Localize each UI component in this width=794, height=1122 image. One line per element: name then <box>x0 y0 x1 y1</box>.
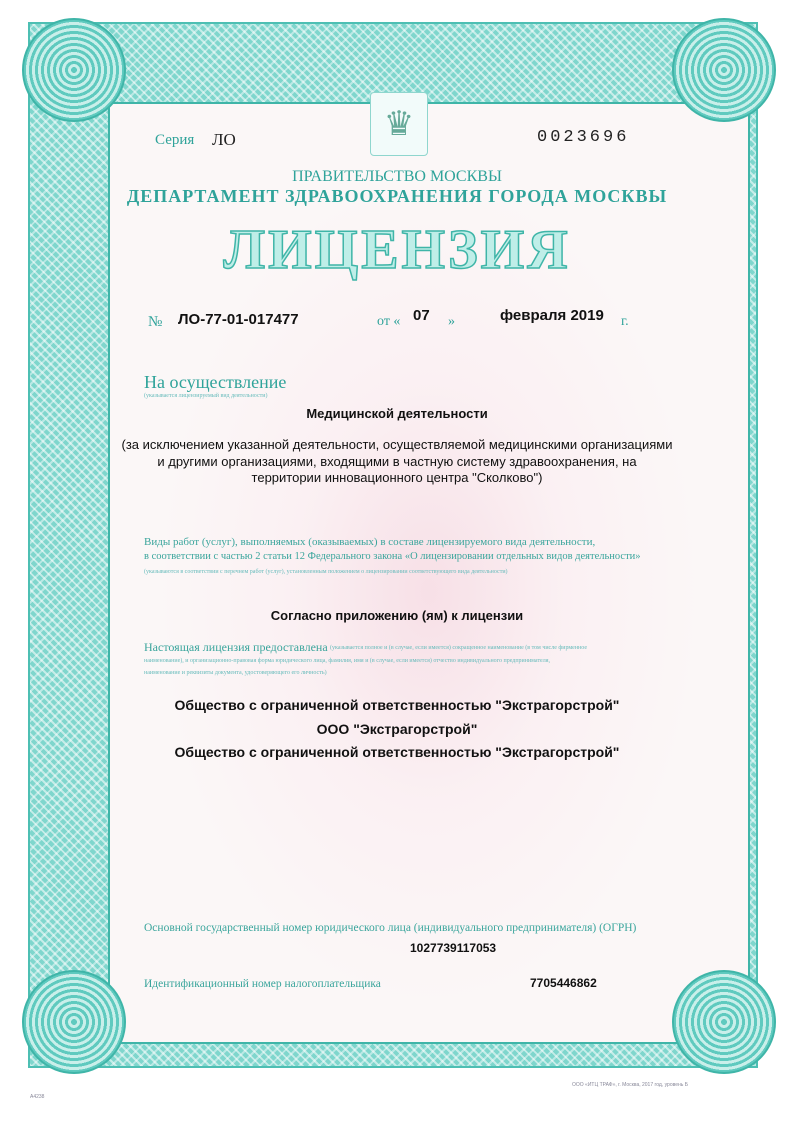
holder-hint: наименование), и организационно-правовая форма юридического лица, фамилия, имя и (в случае, если имеется) отчество индивидуального предпринимателя, <box>144 658 550 664</box>
license-month-year: февраля 2019 <box>500 307 604 324</box>
form-code: А4238 <box>30 1094 45 1100</box>
works-label: Виды работ (услуг), выполняемых (оказываемых) в составе лицензируемого вида деятельности, <box>144 536 596 548</box>
holder-short-name: ООО "Экстрагорстрой" <box>316 721 478 737</box>
activity-note: и другими организациями, входящими в частную систему здравоохранения, на <box>157 454 637 469</box>
printer-imprint: ООО «ИТЦ ТРАФ», г. Москва, 2017 год, уровень Б <box>572 1082 689 1088</box>
form-number: 0023696 <box>537 128 630 147</box>
government-name: ПРАВИТЕЛЬСТВО МОСКВЫ <box>292 168 502 185</box>
works-value: Согласно приложению (ям) к лицензии <box>270 608 524 623</box>
number-label: № <box>148 314 163 330</box>
license-number: ЛО-77-01-017477 <box>178 311 299 328</box>
holder-brand-name: Общество с ограниченной ответственностью "Экстрагорстрой" <box>174 744 620 760</box>
works-hint: (указываются в соответствии с перечнем работ (услуг), установленным положением о лицензировании соответствующего вида деятельности) <box>144 569 508 575</box>
date-from-label: от « <box>377 314 401 329</box>
series-value: ЛО <box>212 130 236 149</box>
ogrn-value: 1027739117053 <box>410 941 497 955</box>
activity-hint: (указывается лицензируемый вид деятельности) <box>144 393 268 399</box>
works-label: в соответствии с частью 2 статьи 12 Федерального закона «О лицензировании отдельных видов деятельности» <box>144 551 641 562</box>
inn-label: Идентификационный номер налогоплательщика <box>144 978 381 990</box>
corner-rosette <box>672 18 776 122</box>
coat-of-arms-icon: ♛ <box>370 92 428 156</box>
date-quote: » <box>448 314 455 329</box>
holder-hint: (указывается полное и (в случае, если имеется) сокращенное наименование (в том числе фирменное <box>330 645 588 651</box>
ogrn-label: Основной государственный номер юридического лица (индивидуального предпринимателя) (ОГРН) <box>144 922 637 934</box>
activity-label: На осуществление <box>144 372 287 392</box>
inn-value: 7705446862 <box>530 976 597 990</box>
corner-rosette <box>22 970 126 1074</box>
holder-hint: наименование и реквизиты документа, удостоверяющего его личность) <box>144 670 327 676</box>
holder-label: Настоящая лицензия предоставлена <box>144 640 328 654</box>
corner-rosette <box>22 18 126 122</box>
holder-full-name: Общество с ограниченной ответственностью "Экстрагорстрой" <box>174 697 620 713</box>
series-label: Серия <box>155 132 195 148</box>
activity-value: Медицинской деятельности <box>306 406 488 421</box>
activity-note: территории инновационного центра "Сколково") <box>251 470 543 485</box>
corner-rosette <box>672 970 776 1074</box>
document-title: ЛИЦЕНЗИЯ <box>223 219 571 281</box>
year-suffix: г. <box>621 314 629 329</box>
activity-note: (за исключением указанной деятельности, осуществляемой медицинскими организациями <box>121 437 673 452</box>
department-name: ДЕПАРТАМЕНТ ЗДРАВООХРАНЕНИЯ ГОРОДА МОСКВЫ <box>126 186 668 206</box>
license-day: 07 <box>413 307 430 324</box>
